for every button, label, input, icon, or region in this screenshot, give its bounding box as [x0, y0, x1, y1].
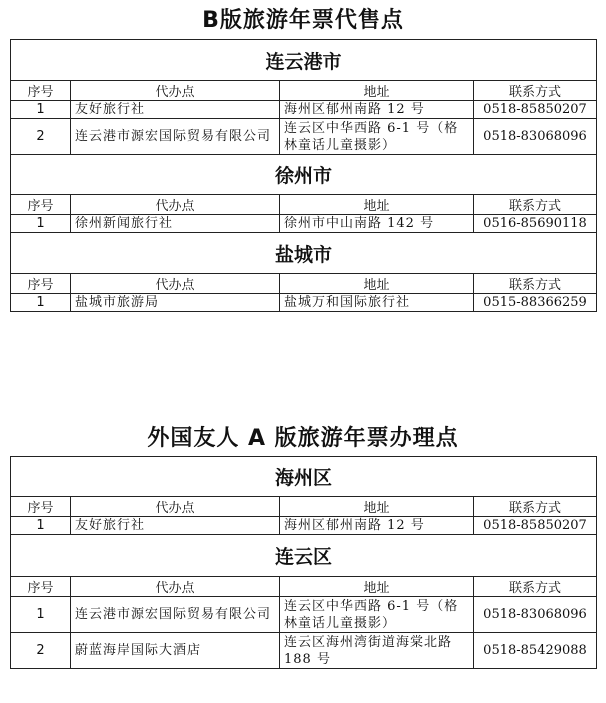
row-agent: 蔚蓝海岸国际大酒店 [71, 633, 280, 669]
header-address: 地址 [280, 577, 474, 597]
header-agent: 代办点 [71, 577, 280, 597]
section-a-title: 外国友人 A 版旅游年票办理点 [147, 426, 459, 451]
table-row [11, 633, 597, 669]
row-phone: 0515-88366259 [474, 294, 597, 312]
row-phone: 0518-83068096 [474, 119, 597, 155]
header-address: 地址 [280, 497, 474, 517]
row-agent: 连云港市源宏国际贸易有限公司 [71, 597, 280, 633]
column-header-row [11, 195, 597, 215]
city-header-row [11, 40, 597, 81]
row-agent: 连云港市源宏国际贸易有限公司 [71, 119, 280, 155]
header-address: 地址 [280, 274, 474, 294]
row-no: 1 [11, 517, 71, 535]
header-agent: 代办点 [71, 274, 280, 294]
header-agent: 代办点 [71, 497, 280, 517]
row-phone: 0518-85429088 [474, 633, 597, 669]
city-name: 盐城市 [11, 233, 597, 274]
header-phone: 联系方式 [474, 497, 597, 517]
table-row [11, 517, 597, 535]
row-agent: 友好旅行社 [71, 517, 280, 535]
header-no: 序号 [11, 195, 71, 215]
row-phone: 0518-83068096 [474, 597, 597, 633]
column-header-row [11, 497, 597, 517]
section-b-table [10, 39, 597, 312]
header-phone: 联系方式 [474, 274, 597, 294]
row-no: 1 [11, 215, 71, 233]
row-no: 1 [11, 597, 71, 633]
header-phone: 联系方式 [474, 81, 597, 101]
column-header-row [11, 577, 597, 597]
section-a-table [10, 456, 597, 669]
row-address: 连云区中华西路 6-1 号（格林童话儿童摄影） [280, 119, 474, 155]
row-no: 2 [11, 633, 71, 669]
table-row [11, 119, 597, 155]
row-address: 海州区郁州南路 12 号 [280, 517, 474, 535]
header-address: 地址 [280, 81, 474, 101]
column-header-row [11, 81, 597, 101]
city-name: 连云港市 [11, 40, 597, 81]
header-no: 序号 [11, 274, 71, 294]
row-address: 盐城万和国际旅行社 [280, 294, 474, 312]
table-row [11, 215, 597, 233]
row-agent: 徐州新闻旅行社 [71, 215, 280, 233]
row-no: 1 [11, 294, 71, 312]
city-name: 连云区 [11, 535, 597, 577]
row-phone: 0518-85850207 [474, 517, 597, 535]
header-agent: 代办点 [71, 195, 280, 215]
city-name: 海州区 [11, 457, 597, 497]
table-row [11, 101, 597, 119]
header-no: 序号 [11, 577, 71, 597]
row-address: 连云区中华西路 6-1 号（格林童话儿童摄影） [280, 597, 474, 633]
table-row [11, 597, 597, 633]
city-header-row [11, 535, 597, 577]
city-header-row [11, 457, 597, 497]
section-b-title: B版旅游年票代售点 [202, 8, 404, 33]
row-no: 2 [11, 119, 71, 155]
city-name: 徐州市 [11, 155, 597, 195]
row-agent: 友好旅行社 [71, 101, 280, 119]
header-phone: 联系方式 [474, 195, 597, 215]
row-address: 徐州市中山南路 142 号 [280, 215, 474, 233]
row-address: 海州区郁州南路 12 号 [280, 101, 474, 119]
row-phone: 0518-85850207 [474, 101, 597, 119]
row-no: 1 [11, 101, 71, 119]
row-address: 连云区海州湾街道海棠北路 188 号 [280, 633, 474, 669]
header-no: 序号 [11, 81, 71, 101]
city-header-row [11, 233, 597, 274]
city-header-row [11, 155, 597, 195]
row-agent: 盐城市旅游局 [71, 294, 280, 312]
column-header-row [11, 274, 597, 294]
header-agent: 代办点 [71, 81, 280, 101]
header-phone: 联系方式 [474, 577, 597, 597]
header-no: 序号 [11, 497, 71, 517]
table-row [11, 294, 597, 312]
row-phone: 0516-85690118 [474, 215, 597, 233]
header-address: 地址 [280, 195, 474, 215]
